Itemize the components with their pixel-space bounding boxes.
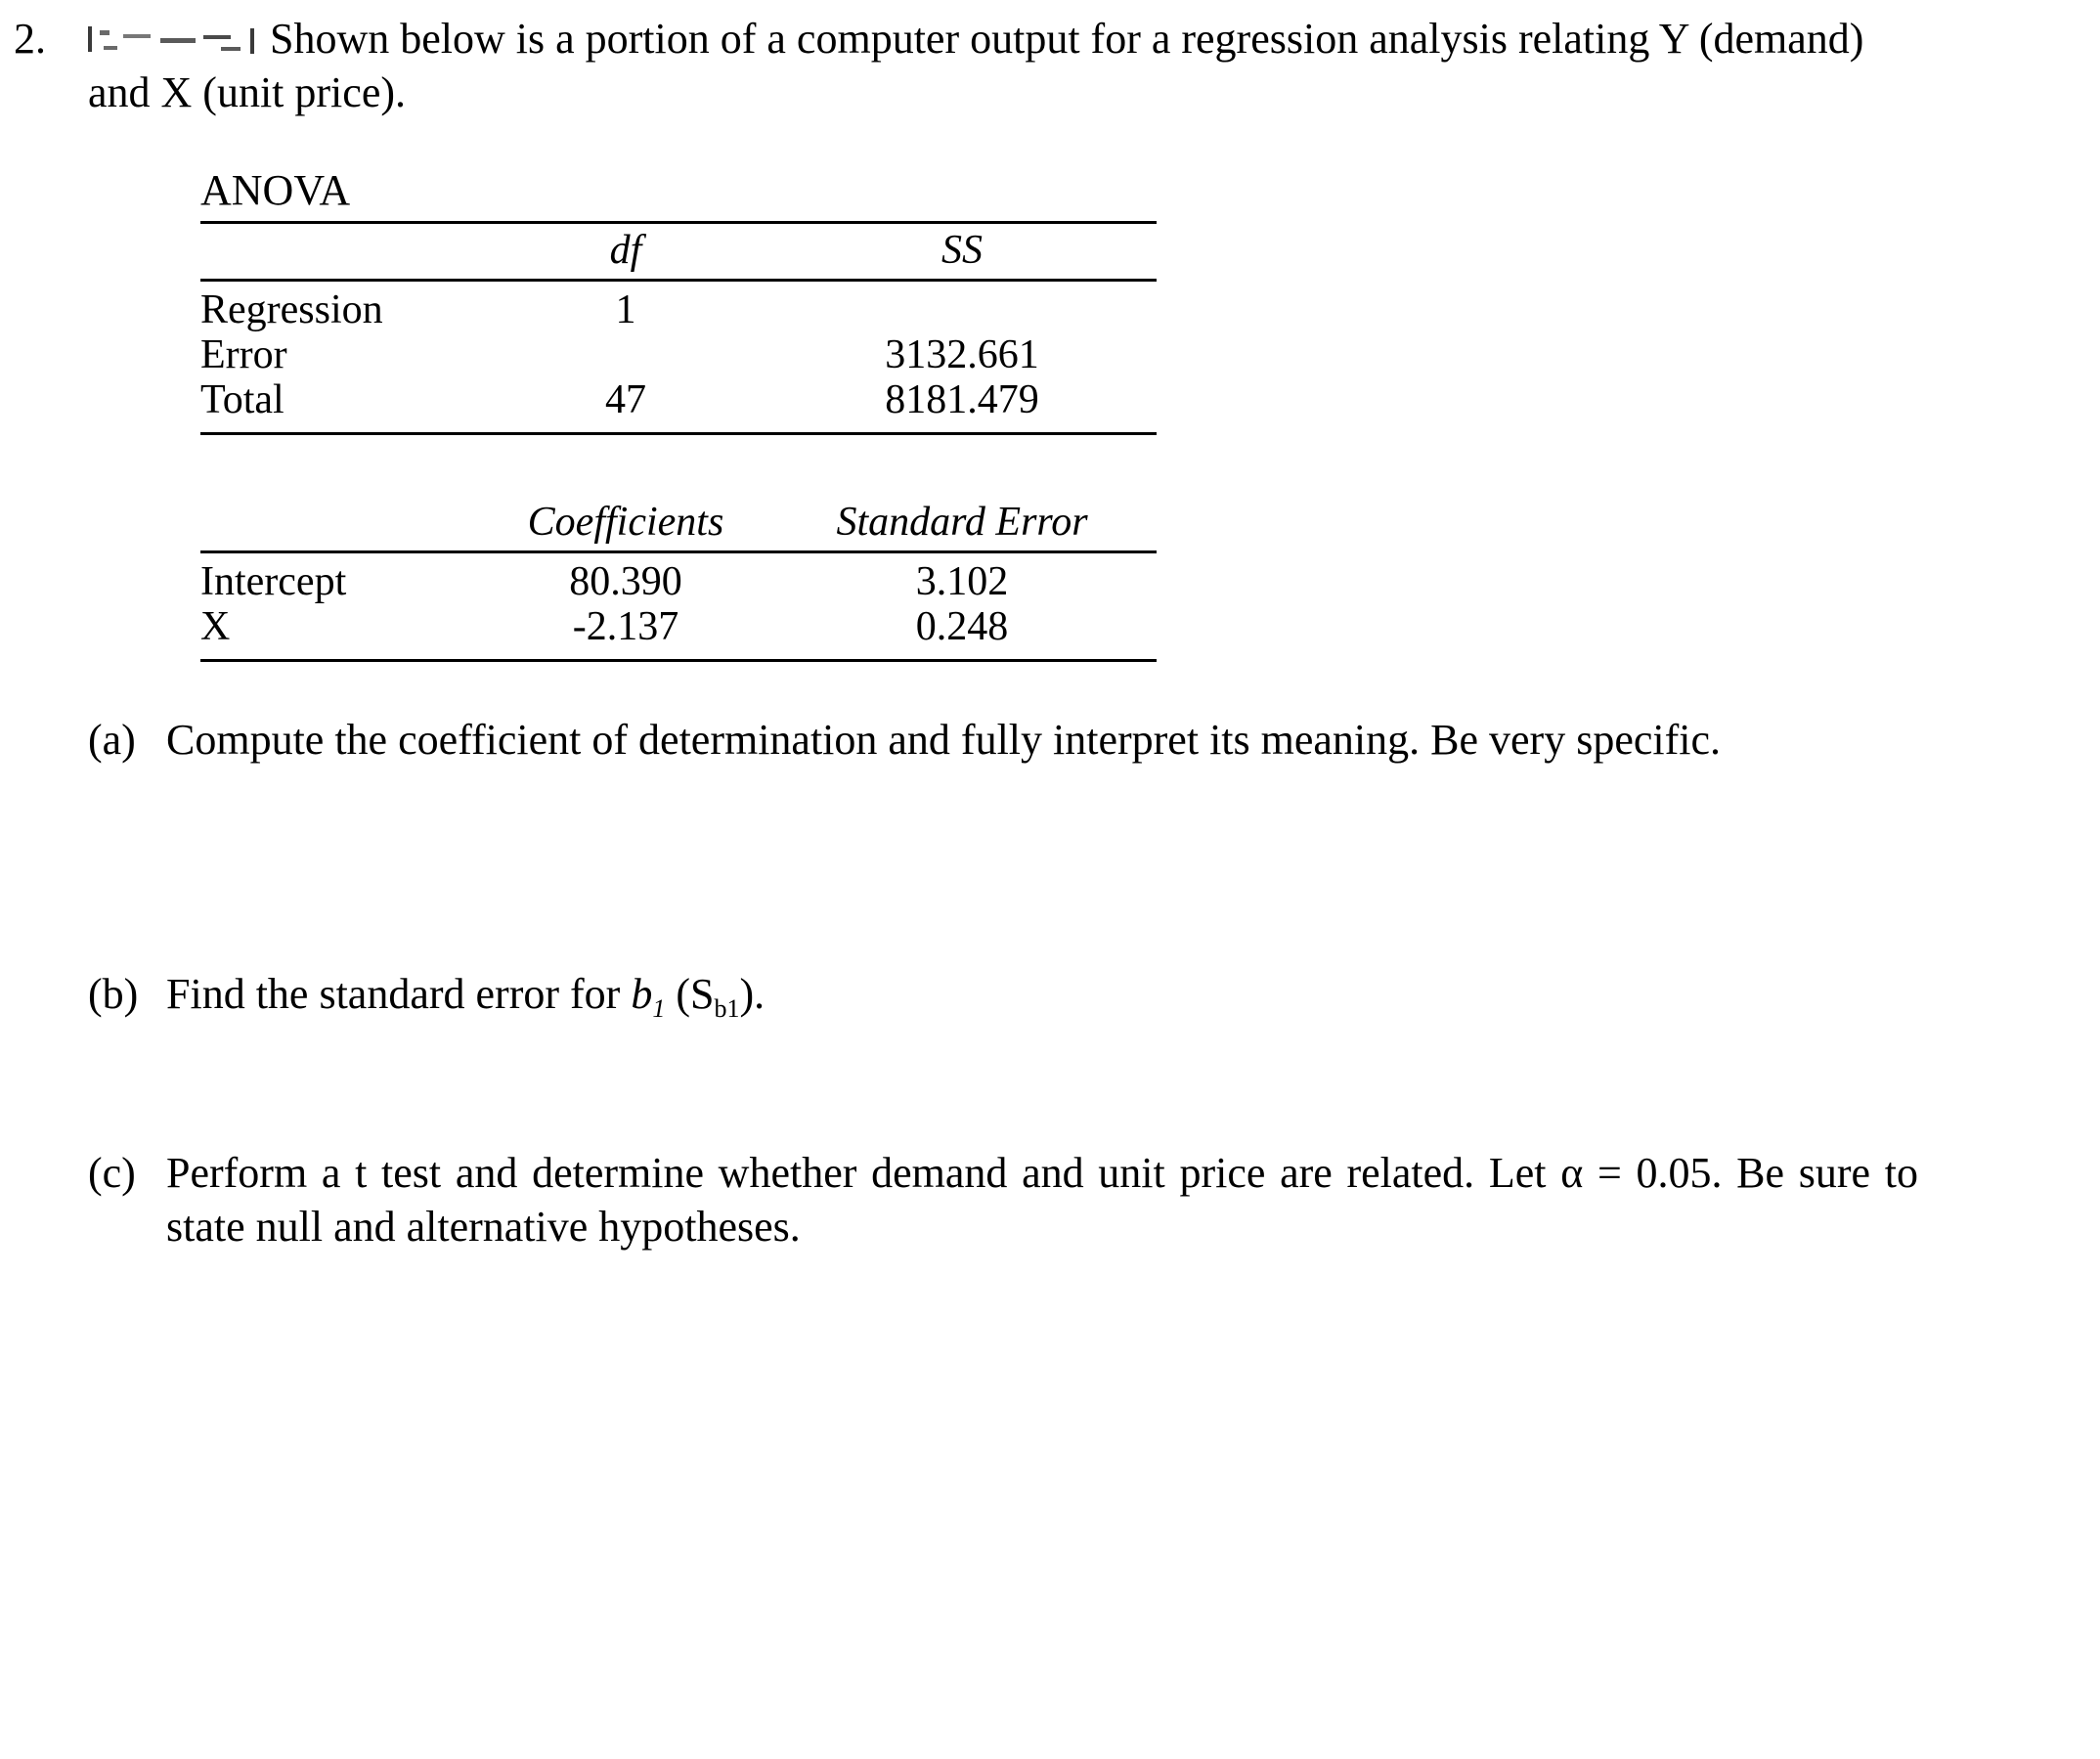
anova-table-title: ANOVA <box>200 166 351 214</box>
anova-table <box>200 168 1157 435</box>
row-label: Total <box>200 377 284 422</box>
coefficient-value: 80.390 <box>569 559 682 604</box>
part-b-variable-subscript: 1 <box>652 994 666 1023</box>
part-c-text: Perform a t test and determine whether demand and unit price are related. Let α = 0.05. Be sure to state null and alternative hypotheses. <box>166 1149 1918 1251</box>
row-label: X <box>200 604 231 649</box>
problem-content <box>88 12 2032 1253</box>
coef-header-standard-error: Standard Error <box>836 500 1088 545</box>
problem-intro <box>88 12 1867 119</box>
anova-header-row <box>200 224 1157 279</box>
coefficients-header-row <box>200 496 1157 550</box>
ss-value: 3132.661 <box>885 332 1039 377</box>
coefficients-table <box>200 496 1157 662</box>
df-value: 1 <box>615 287 636 332</box>
coef-header-coefficients: Coefficients <box>527 500 724 545</box>
part-a <box>88 713 1918 767</box>
table-rule <box>200 432 1157 435</box>
table-row <box>200 559 1157 604</box>
part-b-text-after: ). <box>739 970 766 1018</box>
table-row <box>200 287 1157 332</box>
part-b-label: (b) <box>88 970 139 1018</box>
part-b-text-mid: (S <box>665 970 715 1018</box>
anova-header-df: df <box>609 228 642 273</box>
part-a-label: (a) <box>88 716 136 764</box>
part-b <box>88 967 1918 1021</box>
part-b-variable: b <box>631 970 653 1018</box>
redacted-mark-icon <box>88 24 254 56</box>
part-a-text: Compute the coefficient of determination and fully interpret its meaning. Be very specific. <box>166 716 1722 764</box>
part-b-text-before: Find the standard error for <box>166 970 632 1018</box>
anova-table-body <box>200 282 1157 432</box>
standard-error-value: 0.248 <box>915 604 1009 649</box>
part-c-label: (c) <box>88 1149 136 1197</box>
part-c <box>88 1146 1918 1253</box>
row-label: Intercept <box>200 559 347 604</box>
part-b-text <box>166 967 1918 1021</box>
coefficients-table-body <box>200 553 1157 659</box>
problem-intro-text: Shown below is a portion of a computer output for a regression analysis relating Y (demand) and X (unit price). <box>88 15 1864 116</box>
table-rule <box>200 659 1157 662</box>
anova-header-ss: SS <box>941 228 983 273</box>
problem-block <box>14 12 2032 1253</box>
coefficient-value: -2.137 <box>572 604 679 649</box>
problem-number: 2. <box>14 15 46 63</box>
row-label: Regression <box>200 287 383 332</box>
ss-value: 8181.479 <box>885 377 1039 422</box>
row-label: Error <box>200 332 287 377</box>
table-row <box>200 332 1157 377</box>
table-row <box>200 604 1157 649</box>
standard-error-value: 3.102 <box>915 559 1009 604</box>
df-value: 47 <box>605 377 646 422</box>
table-row <box>200 377 1157 422</box>
part-b-se-subscript: b1 <box>714 994 740 1023</box>
